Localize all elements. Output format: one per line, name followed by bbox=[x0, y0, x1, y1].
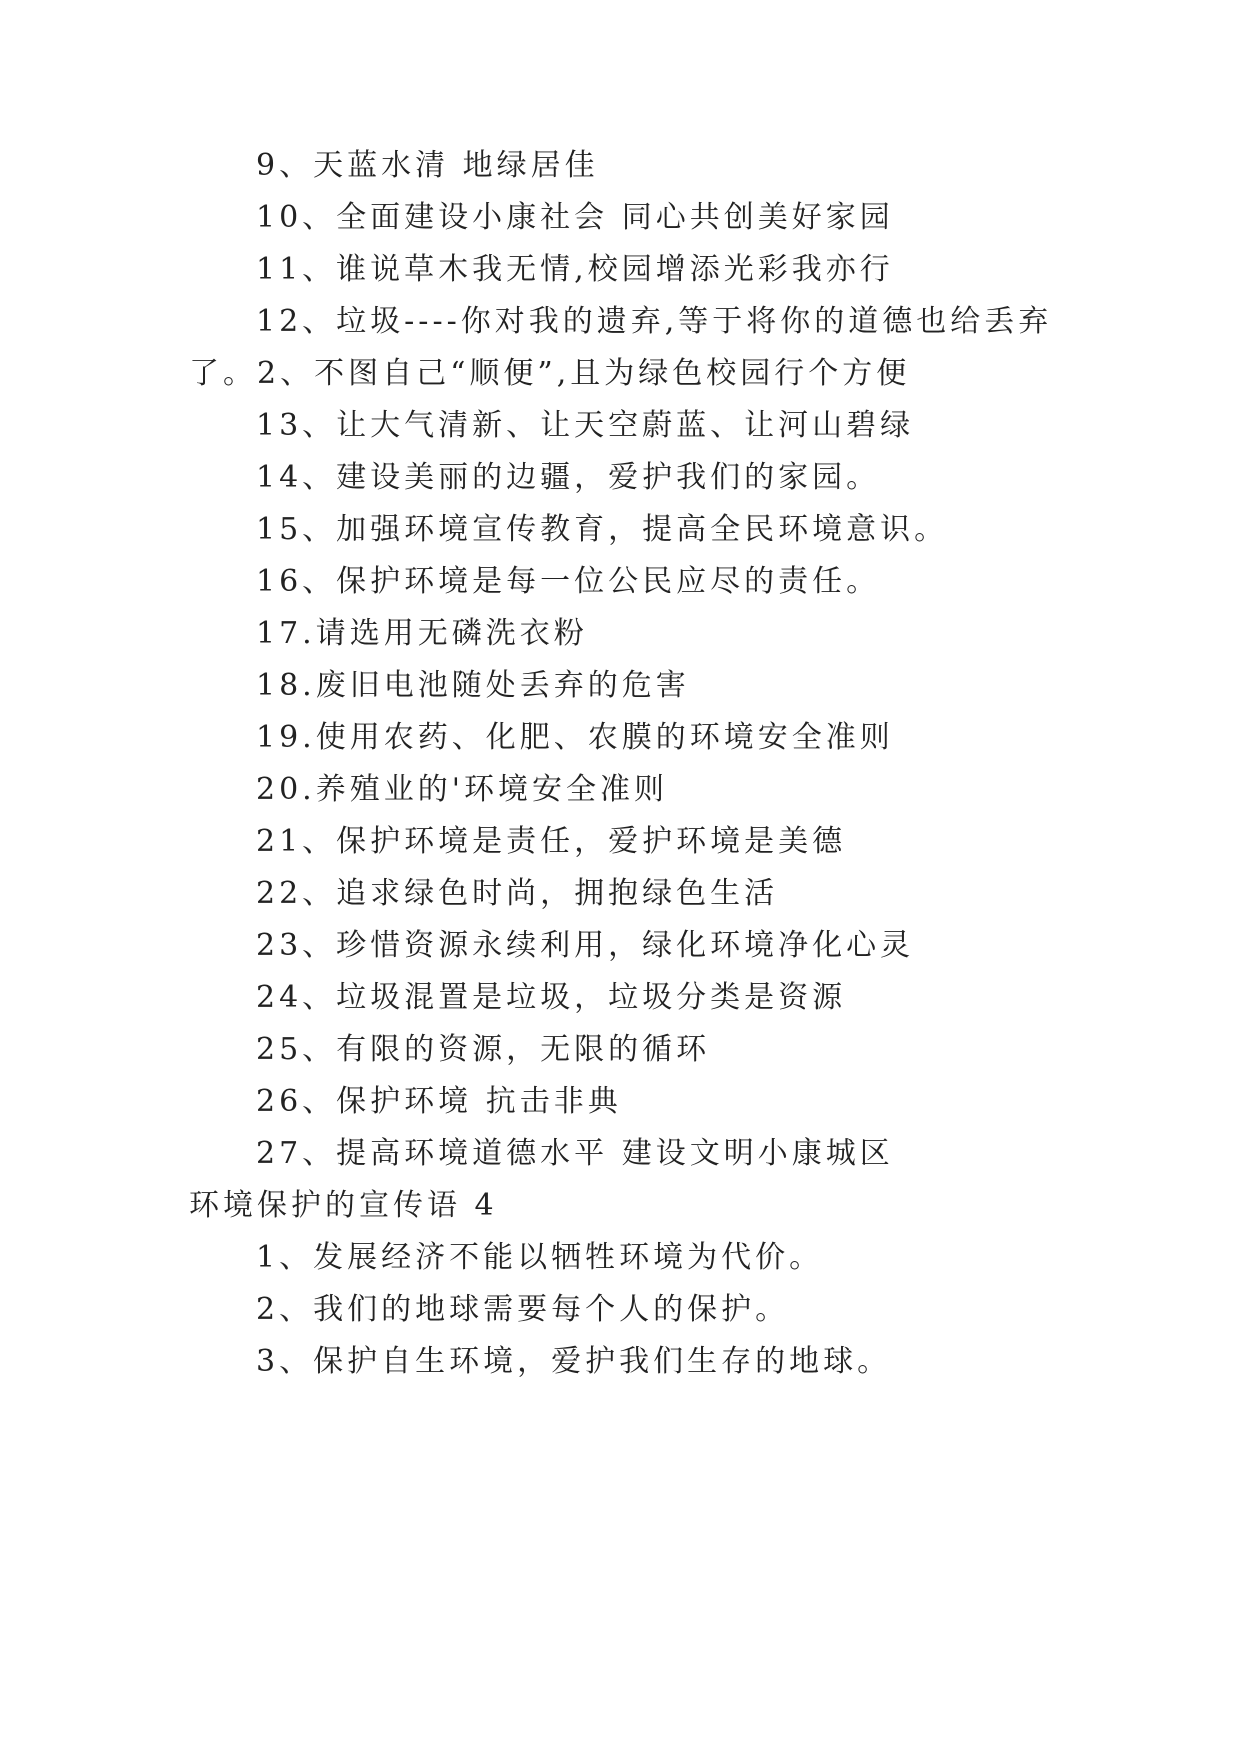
slogan-line-26: 26、保护环境 抗击非典 bbox=[256, 1084, 622, 1119]
slogan-line-10: 10、全面建设小康社会 同心共创美好家园 bbox=[256, 200, 894, 235]
slogan-line-22: 22、追求绿色时尚，拥抱绿色生活 bbox=[256, 876, 779, 911]
slogan-line-21: 21、保护环境是责任，爱护环境是美德 bbox=[256, 824, 847, 859]
slogan-line-27: 27、提高环境道德水平 建设文明小康城区 bbox=[256, 1136, 894, 1171]
slogan-line-9: 9、天蓝水清 地绿居佳 bbox=[256, 148, 599, 183]
slogan-line-12-continued: 了。2、不图自己“顺便”,且为绿色校园行个方便 bbox=[189, 356, 911, 391]
slogan-line-18: 18.废旧电池随处丢弃的危害 bbox=[256, 668, 690, 703]
slogan-line-23: 23、珍惜资源永续利用，绿化环境净化心灵 bbox=[256, 928, 915, 963]
slogan-line-section4-1: 1、发展经济不能以牺牲环境为代价。 bbox=[256, 1240, 824, 1275]
slogan-line-16: 16、保护环境是每一位公民应尽的责任。 bbox=[256, 564, 881, 599]
section-heading: 环境保护的宣传语 4 bbox=[189, 1188, 498, 1223]
slogan-line-24: 24、垃圾混置是垃圾，垃圾分类是资源 bbox=[256, 980, 847, 1015]
slogan-line-12: 12、垃圾----你对我的遗弃,等于将你的道德也给丢弃 bbox=[256, 304, 1053, 339]
slogan-line-13: 13、让大气清新、让天空蔚蓝、让河山碧绿 bbox=[256, 408, 915, 443]
slogan-line-section4-2: 2、我们的地球需要每个人的保护。 bbox=[256, 1292, 790, 1327]
slogan-line-20: 20.养殖业的'环境安全准则 bbox=[256, 772, 668, 807]
slogan-line-15: 15、加强环境宣传教育，提高全民环境意识。 bbox=[256, 512, 949, 547]
slogan-line-19: 19.使用农药、化肥、农膜的环境安全准则 bbox=[256, 720, 894, 755]
slogan-line-section4-3: 3、保护自生环境，爱护我们生存的地球。 bbox=[256, 1344, 892, 1379]
slogan-line-25: 25、有限的资源，无限的循环 bbox=[256, 1032, 711, 1067]
slogan-line-17: 17.请选用无磷洗衣粉 bbox=[256, 616, 588, 651]
slogan-line-11: 11、谁说草木我无情,校园增添光彩我亦行 bbox=[256, 252, 894, 287]
slogan-line-14: 14、建设美丽的边疆，爱护我们的家园。 bbox=[256, 460, 881, 495]
